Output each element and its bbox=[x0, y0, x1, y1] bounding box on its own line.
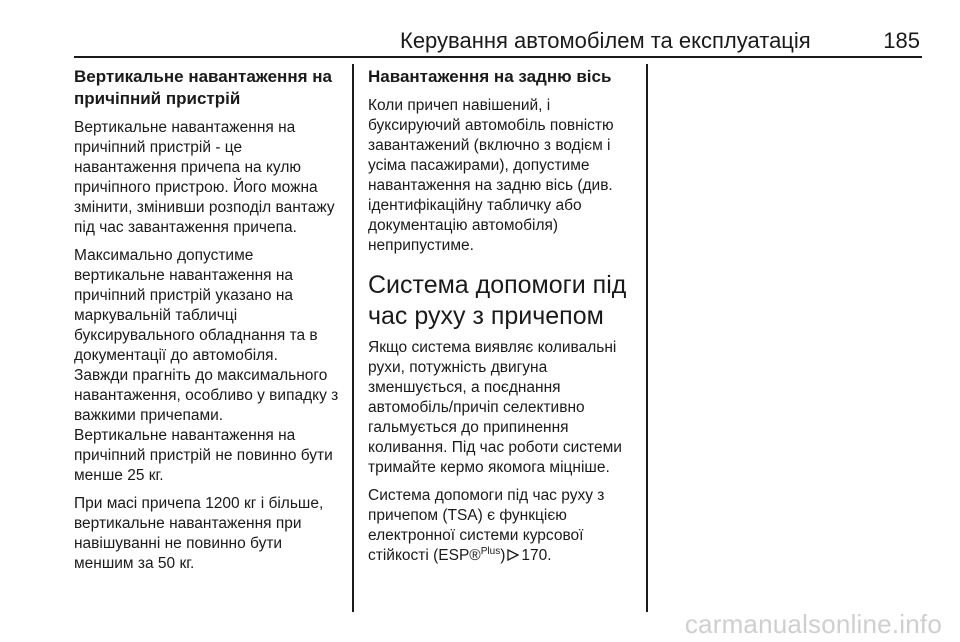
tsa-text: Система допомоги під час руху з причепом (TSA) є функцією електронної системи курсової стійкості (ESP® bbox=[368, 487, 605, 564]
watermark: carmanualsonline.info bbox=[684, 609, 942, 639]
page-reference-link[interactable]: 170. bbox=[521, 547, 552, 564]
rear-axle-load-heading: Навантаження на задню вісь bbox=[368, 67, 612, 86]
paragraph: Максимально допустиме вертикальне навантаження на причіпний пристрій указано на маркувальній табличці буксирувального обладнання та в документації до автомобіля. bbox=[74, 247, 318, 364]
column-divider-right bbox=[646, 64, 648, 612]
left-column bbox=[74, 66, 342, 582]
plus-superscript: Plus bbox=[480, 546, 501, 557]
paragraph: Якщо система виявляє коливальні рухи, потужність двигуна зменшується, а поєднання автомобіль/причіп селективно гальмується до припинення коливання. Під час роботи системи тримайте кермо якомога міцніше. bbox=[368, 339, 622, 476]
paragraph: При масі причепа 1200 кг і більше, вертикальне навантаження при навішуванні не повинно бути меншим за 50 кг. bbox=[74, 495, 324, 572]
paragraph-tsa bbox=[368, 486, 644, 566]
page-number: 185 bbox=[883, 28, 920, 53]
right-column bbox=[368, 66, 644, 574]
tsa-close: ) bbox=[500, 547, 506, 564]
column-divider-left bbox=[352, 64, 354, 612]
trailer-stability-assist-heading: Система допомоги під час руху з причепом bbox=[368, 271, 627, 330]
header-title: Керування автомобілем та експлуатація bbox=[400, 28, 811, 53]
tongue-load-heading: Вертикальне навантаження на причіпний пристрій bbox=[74, 67, 332, 108]
page-reference-arrow-icon bbox=[507, 549, 519, 561]
paragraph: Вертикальне навантаження на причіпний пристрій не повинно бути менше 25 кг. bbox=[74, 427, 333, 484]
paragraph: Коли причеп навішений, і буксируючий автомобіль повністю завантажений (включно з водієм і усіма пасажирами), допустиме навантаження на задню вісь (див. ідентифікаційну табличку або документацію автомобіля) неприпустиме. bbox=[368, 97, 614, 254]
paragraph: Завжди прагніть до максимального навантаження, особливо у випадку з важкими причепами. bbox=[74, 367, 339, 424]
header-rule bbox=[74, 56, 922, 58]
paragraph: Вертикальне навантаження на причіпний пристрій - це навантаження причепа на кулю причіпного пристрою. Його можна змінити, змінивши розподіл вантажу під час завантаження причепа. bbox=[74, 119, 335, 236]
